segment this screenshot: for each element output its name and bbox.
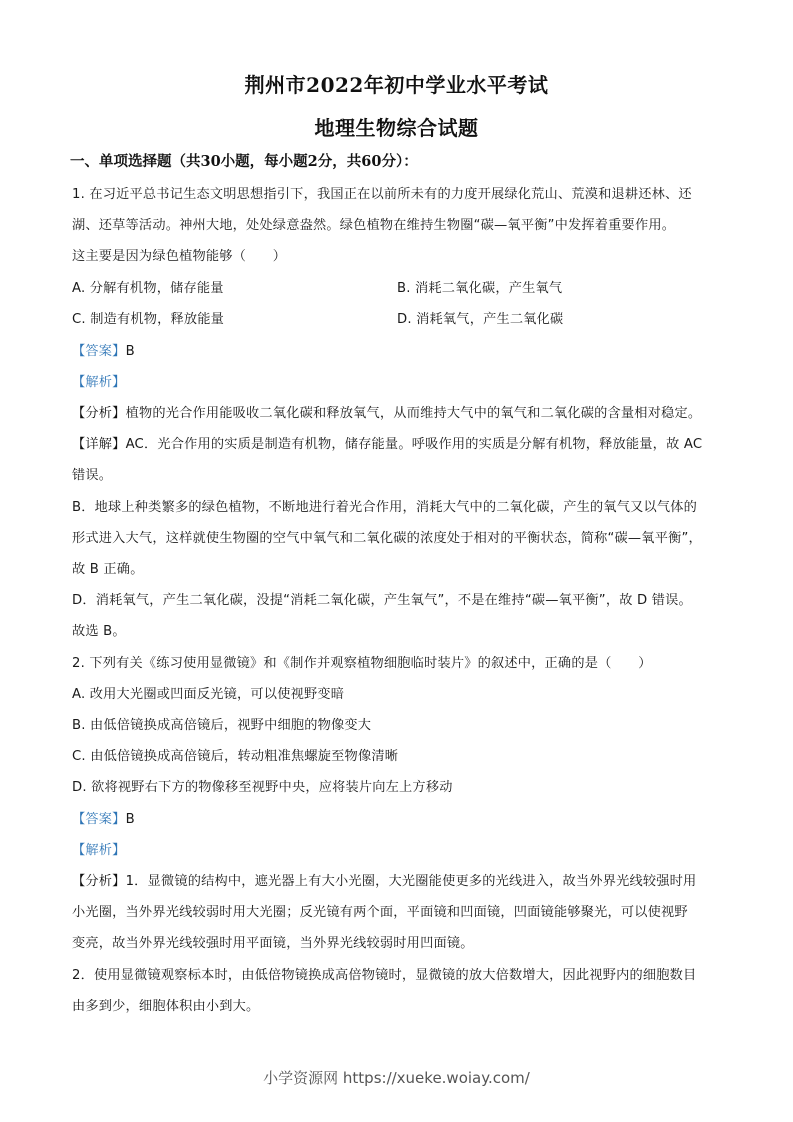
q1-stem-line-1: 1. 在习近平总书记生态文明思想指引下，我国正在以前所未有的力度开展绿化荒山、荒漠和退耕还林、还 — [72, 187, 692, 202]
q1-answer — [72, 340, 135, 359]
fenxi-text: 1．显微镜的结构中，遮光器上有大小光圈，大光圈能使更多的光线进入，故当外界光线较强时用 — [125, 874, 697, 889]
q1-xiangjie-line-2: 错误。 — [72, 468, 113, 483]
q1-xiangjie-line-1 — [72, 433, 702, 452]
fenxi-text: 植物的光合作用能吸收二氧化碳和释放氧气，从而维持大气中的氧气和二氧化碳的含量相对稳定。 — [125, 406, 702, 421]
q1-analysis-tag — [72, 371, 126, 390]
q1-option-c: C. 制造有机物，释放能量 — [72, 312, 225, 327]
fenxi-tag: 【分析】 — [72, 406, 126, 421]
q1-xiangjie-line-7: 故选 B。 — [72, 624, 126, 639]
q2-option-a: A. 改用大光圈或凹面反光镜，可以使视野变暗 — [72, 687, 345, 702]
answer-tag: 【答案】 — [72, 812, 126, 827]
q1-xiangjie-line-3: B．地球上种类繁多的绿色植物，不断地进行着光合作用，消耗大气中的二氧化碳，产生的氧气又以气体的 — [72, 500, 698, 515]
q2-fenxi-line-2: 小光圈，当外界光线较弱时用大光圈；反光镜有两个面，平面镜和凹面镜，凹面镜能够聚光，可以使视野 — [72, 905, 688, 920]
answer-value: B — [125, 812, 135, 827]
q2-stem: 2. 下列有关《练习使用显微镜》和《制作并观察植物细胞临时装片》的叙述中，正确的是（ ） — [72, 656, 652, 671]
fenxi-tag: 【分析】 — [72, 874, 126, 889]
q2-fenxi-line-1 — [72, 870, 696, 889]
footer-watermark: 小学资源网 https://xueke.woiay.com/ — [263, 1069, 530, 1087]
q1-option-b: B. 消耗二氧化碳，产生氧气 — [397, 281, 563, 296]
analysis-tag: 【解析】 — [72, 375, 126, 390]
q1-fenxi — [72, 402, 701, 421]
q2-option-b: B. 由低倍镜换成高倍镜后，视野中细胞的物像变大 — [72, 718, 372, 733]
q1-option-a: A. 分解有机物，储存能量 — [72, 281, 224, 296]
q1-option-d: D. 消耗氧气，产生二氧化碳 — [397, 312, 564, 327]
q2-fenxi-line-5: 由多到少，细胞体积由小到大。 — [72, 999, 260, 1014]
analysis-tag: 【解析】 — [72, 843, 126, 858]
xiangjie-tag: 【详解】 — [72, 437, 126, 452]
q2-fenxi-line-3: 变亮，故当外界光线较强时用平面镜，当外界光线较弱时用凹面镜。 — [72, 936, 474, 951]
q2-fenxi-line-4: 2．使用显微镜观察标本时，由低倍物镜换成高倍物镜时，显微镜的放大倍数增大，因此视野内的细胞数目 — [72, 968, 697, 983]
q1-xiangjie-line-4: 形式进入大气，这样就使生物圈的空气中氧气和二氧化碳的浓度处于相对的平衡状态，简称“碳—氧平衡”， — [72, 531, 702, 546]
q1-stem-line-3: 这主要是因为绿色植物能够（ ） — [72, 249, 287, 264]
page-title: 荆州市2022年初中学业水平考试 — [244, 73, 549, 97]
q1-stem-line-2: 湖、还草等活动。神州大地，处处绿意盎然。绿色植物在维持生物圈“碳—氧平衡”中发挥着重要作用。 — [72, 218, 676, 233]
page-subtitle: 地理生物综合试题 — [314, 116, 479, 140]
q1-xiangjie-line-5: 故 B 正确。 — [72, 562, 144, 577]
q2-answer — [72, 808, 135, 827]
q2-analysis-tag — [72, 839, 126, 858]
q2-option-c: C. 由低倍镜换成高倍镜后，转动粗准焦螺旋至物像清晰 — [72, 749, 399, 764]
section-heading: 一、单项选择题（共30小题，每小题2分，共60分）： — [70, 153, 418, 170]
q2-option-d: D. 欲将视野右下方的物像移至视野中央，应将装片向左上方移动 — [72, 780, 453, 795]
answer-tag: 【答案】 — [72, 344, 126, 359]
xiangjie-text: AC．光合作用的实质是制造有机物，储存能量。呼吸作用的实质是分解有机物，释放能量，故 AC — [125, 437, 703, 452]
answer-value: B — [125, 344, 135, 359]
q1-xiangjie-line-6: D．消耗氧气，产生二氧化碳，没提“消耗二氧化碳，产生氧气”，不是在维持“碳—氧平衡”，故 D 错误。 — [72, 593, 692, 608]
